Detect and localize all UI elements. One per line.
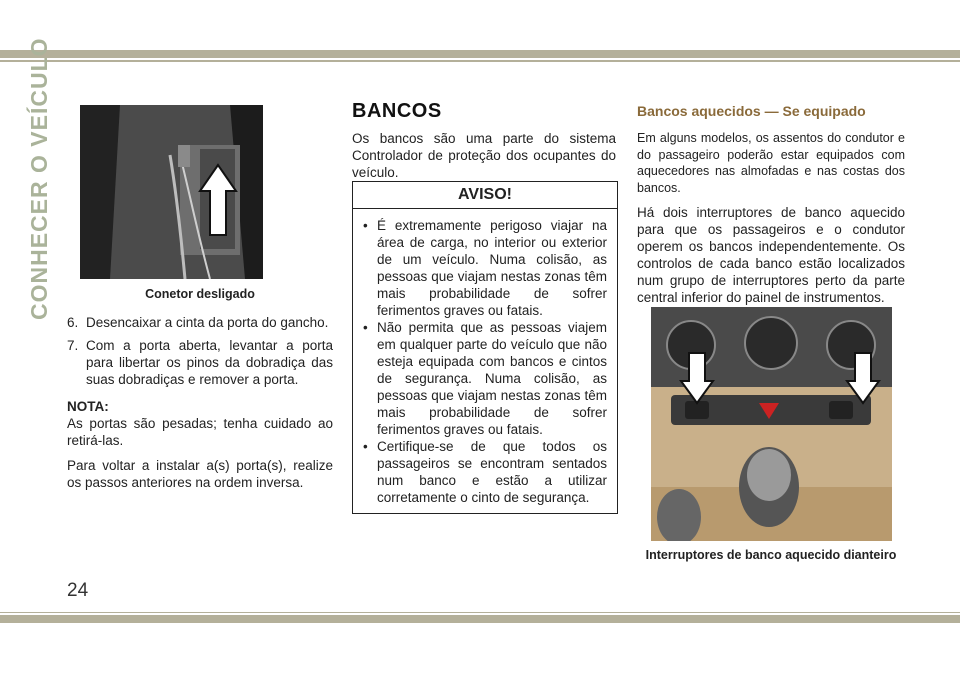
heated-seat-switches-caption: Interruptores de banco aquecido dianteiro bbox=[645, 548, 897, 562]
warning-text: É extremamente perigoso viajar na área de carga, no interior ou exterior de um veículo. Numa colisão, as pessoas que viajam nestas zonas têm mais probabilidade de sofrer ferimentos graves ou fatais. bbox=[377, 218, 607, 318]
note-heading: NOTA: bbox=[67, 399, 109, 414]
bullet-mark: • bbox=[363, 320, 368, 335]
top-thin-rule bbox=[0, 60, 960, 62]
warning-title: AVISO! bbox=[353, 182, 617, 209]
page-number: 24 bbox=[67, 580, 89, 601]
left-column bbox=[67, 314, 333, 499]
bottom-thin-rule bbox=[0, 612, 960, 613]
warning-item bbox=[363, 217, 607, 319]
step-text: Desencaixar a cinta da porta do gancho. bbox=[86, 315, 329, 330]
step-7 bbox=[67, 337, 333, 388]
heated-seats-heading: Bancos aquecidos — Se equipado bbox=[637, 103, 866, 119]
warning-body bbox=[353, 209, 617, 514]
bullet-mark: • bbox=[363, 218, 368, 233]
section-heading: BANCOS bbox=[352, 100, 442, 122]
heated-seat-switches-photo bbox=[651, 307, 892, 541]
connector-photo bbox=[80, 105, 263, 279]
note-text: As portas são pesadas; tenha cuidado ao retirá-las. bbox=[67, 416, 333, 448]
warning-item bbox=[363, 319, 607, 438]
top-rule bbox=[0, 50, 960, 58]
step-6 bbox=[67, 314, 333, 331]
connector-photo-caption: Conetor desligado bbox=[145, 287, 255, 301]
step-text: Com a porta aberta, levantar a porta para libertar os pinos da dobradiça das suas dobradiças e remover a porta. bbox=[86, 338, 333, 387]
heated-seats-para-2: Há dois interruptores de banco aquecido para que os passageiros e o condutor operem os bancos independentemente. Os controlos de cada banco estão localizados num grupo de interruptores perto da parte central inferior do painel de instrumentos. bbox=[637, 205, 905, 305]
step-number: 7. bbox=[67, 338, 79, 353]
warning-box bbox=[352, 181, 618, 514]
section-side-tab: CONHECER O VEÍCULO bbox=[26, 37, 52, 320]
warning-item bbox=[363, 438, 607, 506]
warning-text: Não permita que as pessoas viajem em qualquer parte do veículo que não esteja equipada com bancos e cintos de segurança. Numa colisão, as pessoas que viajam nestas zonas têm mais probabilidade de sofrer ferimentos graves ou fatais. bbox=[377, 320, 607, 437]
reinstall-text: Para voltar a instalar a(s) porta(s), realize os passos anteriores na ordem inversa. bbox=[67, 458, 333, 490]
connector-illustration bbox=[80, 105, 263, 279]
bullet-mark: • bbox=[363, 439, 368, 454]
top-band bbox=[0, 0, 960, 62]
warning-text: Certifique-se de que todos os passageiros se encontram sentados num banco e estão a utilizar corretamente o cinto de segurança. bbox=[377, 439, 607, 505]
dashboard-illustration bbox=[651, 307, 892, 541]
seats-intro: Os bancos são uma parte do sistema Controlador de proteção dos ocupantes do veículo. bbox=[352, 131, 616, 180]
bottom-rule bbox=[0, 615, 960, 623]
heated-seats-para-1: Em alguns modelos, os assentos do condutor e do passageiro poderão estar equipados com aquecedores nas almofadas e nas costas dos bancos. bbox=[637, 131, 905, 195]
right-column bbox=[637, 103, 905, 314]
middle-column bbox=[352, 100, 616, 189]
step-number: 6. bbox=[67, 315, 79, 330]
